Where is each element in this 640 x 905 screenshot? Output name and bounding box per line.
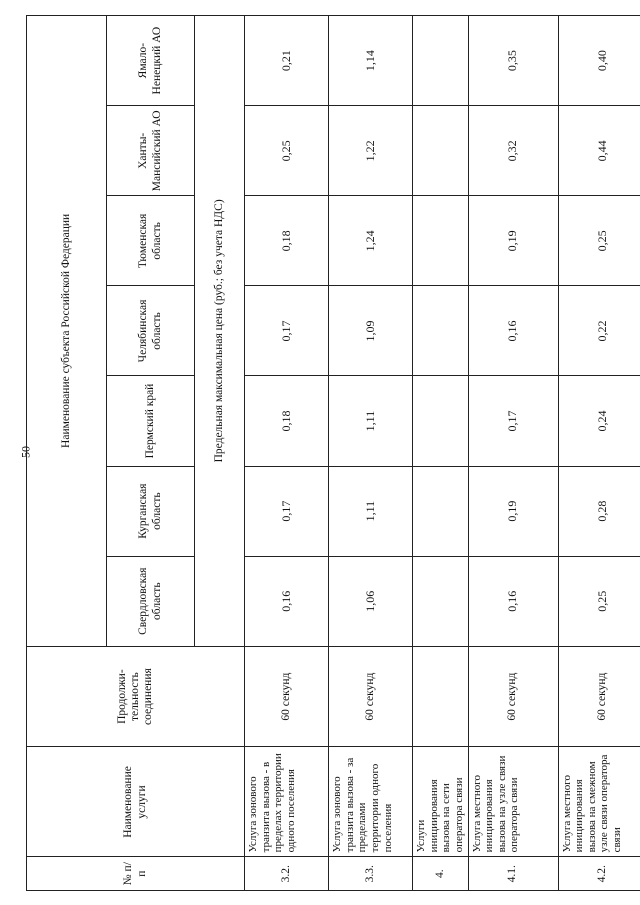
- price-cell: 0,40: [558, 15, 640, 105]
- tariff-table: [26, 15, 640, 891]
- price-cell: [413, 195, 469, 285]
- row-number: 4.: [413, 856, 469, 890]
- page-number: 50: [18, 446, 33, 458]
- price-cell: 0,21: [245, 15, 329, 105]
- price-cell: 0,28: [558, 466, 640, 556]
- price-cell: [413, 285, 469, 375]
- price-cell: 0,44: [558, 105, 640, 195]
- price-cell: 0,25: [558, 195, 640, 285]
- price-cell: [413, 15, 469, 105]
- price-cell: 0,19: [468, 195, 558, 285]
- price-cell: 0,17: [468, 376, 558, 466]
- header-region: Челябинская область: [107, 285, 195, 375]
- price-cell: [413, 376, 469, 466]
- duration-cell: 60 секунд: [558, 646, 640, 747]
- duration-cell: 60 секунд: [245, 646, 329, 747]
- price-cell: 0,24: [558, 376, 640, 466]
- price-cell: 1,11: [329, 466, 413, 556]
- table-row: [468, 15, 558, 890]
- price-cell: 0,25: [558, 556, 640, 646]
- price-cell: [413, 556, 469, 646]
- price-cell: 0,19: [468, 466, 558, 556]
- price-cell: 0,17: [245, 285, 329, 375]
- table-row: [558, 15, 640, 890]
- header-subject-group: Наименование субъекта Российской Федерации: [27, 15, 107, 646]
- price-cell: 0,35: [468, 15, 558, 105]
- header-region: Ханты-Мансийский АО: [107, 105, 195, 195]
- price-cell: 0,18: [245, 195, 329, 285]
- price-cell: 1,11: [329, 376, 413, 466]
- header-duration: Продолжи-тельность соединения: [27, 646, 245, 747]
- row-number: 4.1.: [468, 856, 558, 890]
- duration-cell: [413, 646, 469, 747]
- tariff-table-container: [26, 15, 624, 891]
- price-cell: 0,17: [245, 466, 329, 556]
- header-price-note: Предельная максимальная цена (руб.; без учета НДС): [195, 15, 245, 646]
- price-cell: 1,24: [329, 195, 413, 285]
- price-cell: [413, 466, 469, 556]
- price-cell: 0,16: [468, 556, 558, 646]
- header-service: Наименование услуги: [27, 747, 245, 857]
- table-row: [245, 15, 329, 890]
- price-cell: 0,18: [245, 376, 329, 466]
- service-name: Услуга зонового транзита вызова - в пределах территории одного поселения: [245, 747, 329, 857]
- price-cell: 0,16: [245, 556, 329, 646]
- table-row: [413, 15, 469, 890]
- price-cell: 0,22: [558, 285, 640, 375]
- price-cell: 0,25: [245, 105, 329, 195]
- row-number: 4.2.: [558, 856, 640, 890]
- duration-cell: 60 секунд: [468, 646, 558, 747]
- price-cell: 1,06: [329, 556, 413, 646]
- duration-cell: 60 секунд: [329, 646, 413, 747]
- header-region: Свердловская область: [107, 556, 195, 646]
- price-cell: [413, 105, 469, 195]
- price-cell: 1,09: [329, 285, 413, 375]
- row-number: 3.3.: [329, 856, 413, 890]
- table-row: [329, 15, 413, 890]
- price-cell: 1,22: [329, 105, 413, 195]
- header-region: Тюменская область: [107, 195, 195, 285]
- header-region: Курганская область: [107, 466, 195, 556]
- price-cell: 0,32: [468, 105, 558, 195]
- service-name: Услуга зонового транзита вызова - за пределами территории одного поселения: [329, 747, 413, 857]
- header-no: № п/п: [27, 856, 245, 890]
- header-region: Ямало-Ненецкий АО: [107, 15, 195, 105]
- service-name: Услуга местного инициирования вызова на узле связи оператора связи: [468, 747, 558, 857]
- row-number: 3.2.: [245, 856, 329, 890]
- header-region: Пермский край: [107, 376, 195, 466]
- price-cell: 1,14: [329, 15, 413, 105]
- service-name: Услуга местного инициирования вызова на смежном узле связи оператора связи: [558, 747, 640, 857]
- service-name: Услуги инициирования вызова на сети оператора связи: [413, 747, 469, 857]
- price-cell: 0,16: [468, 285, 558, 375]
